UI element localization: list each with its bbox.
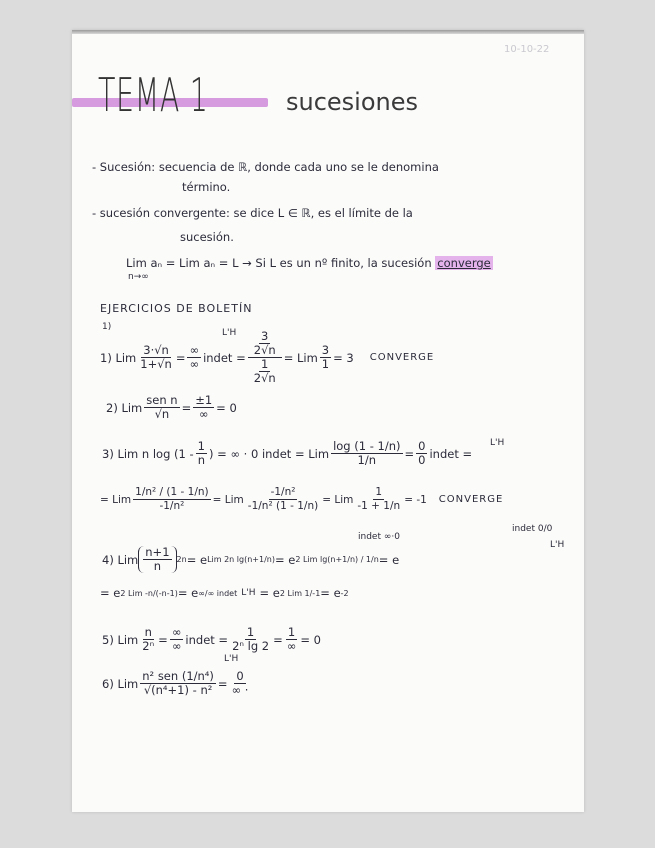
ex5-d: = bbox=[273, 632, 283, 647]
ex3-f2-den: 1/n bbox=[357, 453, 377, 467]
ex1-numerator: 3·√n bbox=[143, 343, 169, 357]
ex4-h: = e bbox=[259, 586, 280, 600]
ex3-c: = bbox=[404, 446, 415, 461]
ex5-f1-den: 2ⁿ bbox=[142, 639, 155, 653]
ex5-c: indet = bbox=[185, 632, 229, 647]
ex3-a: 3) Lim n log (1 - bbox=[102, 446, 194, 461]
ex3-f4-den: -1/n² bbox=[159, 500, 185, 512]
ex6-f2-num: 0 bbox=[236, 669, 244, 683]
ex3-f2-num: log (1 - 1/n) bbox=[333, 439, 401, 453]
ex5-f2-num: ∞ bbox=[171, 625, 182, 639]
ex5-lhopital: L'H bbox=[224, 654, 239, 664]
ex4-f1-num: n+1 bbox=[145, 545, 170, 559]
ex1-denominator: 1+√n bbox=[140, 357, 172, 371]
ex4-c-exp: 2 Lim lg(n+1/n) / 1/n bbox=[295, 555, 379, 564]
ex4-d: = e bbox=[378, 552, 400, 567]
ex4-b-exp: Lim 2n lg(n+1/n) bbox=[207, 555, 275, 564]
exercise-3-line-2 bbox=[100, 486, 503, 513]
exercise-4-line-1 bbox=[102, 546, 399, 573]
ex2-f2-den: ∞ bbox=[198, 407, 209, 421]
ex2-numerator: sen n bbox=[146, 393, 178, 407]
ex2-denominator: √n bbox=[154, 407, 170, 421]
ex4-paren bbox=[138, 546, 176, 573]
ex4-h-exp: 2 Lim 1/-1 bbox=[279, 588, 321, 598]
ex3-d: indet = bbox=[429, 446, 473, 461]
exercise-2 bbox=[106, 394, 237, 421]
ex3-b: ) = ∞ · 0 indet = Lim bbox=[209, 446, 330, 461]
ex4-f1-den: n bbox=[153, 559, 162, 573]
ex5-f3-den: 2ⁿ lg 2 bbox=[232, 639, 270, 653]
ex1-mid: = Lim bbox=[283, 350, 318, 365]
ex1-inf-num: ∞ bbox=[189, 343, 200, 357]
exercise-6 bbox=[102, 670, 252, 697]
exercise-3-line-1 bbox=[102, 440, 472, 467]
limit-definition bbox=[126, 256, 493, 270]
notebook-page bbox=[72, 30, 584, 812]
page-title: TEMA 1 bbox=[98, 68, 209, 122]
ex4-i: = e bbox=[320, 586, 341, 600]
ex3-f3-den: 0 bbox=[418, 453, 426, 467]
ex1-lh-frac-num bbox=[248, 330, 282, 358]
ex3-f5-den: -1/n² (1 - 1/n) bbox=[247, 500, 319, 512]
ex5-e: = 0 bbox=[300, 632, 321, 647]
ex4-exp: 2n bbox=[176, 555, 187, 564]
ex1-f3-num: 1 bbox=[261, 357, 269, 371]
ex3-f3-num: 0 bbox=[418, 439, 426, 453]
ex2-label: 2) Lim bbox=[106, 400, 143, 415]
ex3-converge: CONVERGE bbox=[438, 494, 504, 505]
ex4-e: = e bbox=[100, 586, 121, 600]
ex1-inf-den: ∞ bbox=[189, 357, 200, 371]
ex4-g: L'H bbox=[241, 588, 256, 598]
ex3-f1-den: n bbox=[197, 453, 205, 467]
definition-sucesion: - Sucesión: secuencia de ℝ, donde cada uno se le denomina bbox=[92, 160, 439, 174]
ex3-f6-den: -1 + 1/n bbox=[357, 500, 401, 512]
ex6-f2-den: ∞ · bbox=[231, 683, 249, 697]
ex4-f: = e bbox=[177, 586, 199, 600]
ex5-f4-num: 1 bbox=[287, 625, 296, 639]
ex4-indet-2: indet 0/0 bbox=[512, 524, 553, 534]
ex3-f4-num: 1/n² / (1 - 1/n) bbox=[135, 486, 209, 498]
date: 10-10-22 bbox=[504, 44, 550, 55]
ex3-h: = -1 bbox=[404, 493, 427, 506]
ex2-f2-num: ±1 bbox=[195, 393, 213, 407]
ex1-f4-den: 1 bbox=[321, 357, 330, 371]
ex1-eq: = bbox=[175, 350, 186, 365]
exercise-1 bbox=[100, 330, 434, 385]
ex5-f3-num: 1 bbox=[246, 625, 255, 639]
ex4-c: = e bbox=[274, 552, 296, 567]
ex4-lhopital: L'H bbox=[550, 540, 565, 550]
section-heading: EJERCICIOS DE BOLETÍN bbox=[100, 302, 253, 315]
ex6-b: = bbox=[217, 676, 228, 691]
limit-subscript: n→∞ bbox=[128, 272, 149, 282]
ex3-f: = Lim bbox=[212, 493, 244, 506]
ex5-b: = bbox=[158, 632, 168, 647]
ex3-f6-num: 1 bbox=[375, 486, 383, 498]
ex3-f5-num: -1/n² bbox=[270, 486, 296, 498]
ex6-f1-num: n² sen (1/n⁴) bbox=[142, 669, 214, 683]
ex4-e-exp: 2 Lim -n/(-n-1) bbox=[120, 588, 178, 598]
ex1-lhopital: L'H bbox=[222, 328, 237, 338]
definition-convergente: - sucesión convergente: se dice L ∈ ℝ, es el límite de la bbox=[92, 206, 413, 220]
ex1-f3-den: 2√n bbox=[253, 371, 276, 385]
ex4-i-exp: -2 bbox=[340, 588, 349, 598]
ex1-f2-den: 2√n bbox=[253, 343, 276, 357]
ex1-mark: 1) bbox=[102, 322, 112, 332]
converge-highlight: converge bbox=[437, 256, 491, 270]
definition-convergente-cont: sucesión. bbox=[180, 230, 234, 244]
limit-text: Lim aₙ = Lim aₙ = L → Si L es un nº finito, la sucesión bbox=[126, 256, 432, 270]
ex1-indet: indet = bbox=[203, 350, 246, 365]
ex1-converge: CONVERGE bbox=[369, 352, 435, 363]
ex2-result: = 0 bbox=[216, 400, 237, 415]
ex5-f2-den: ∞ bbox=[171, 639, 182, 653]
ex5-f1-num: n bbox=[144, 625, 152, 639]
exercise-5 bbox=[102, 626, 321, 653]
page-top-edge bbox=[72, 30, 584, 34]
ex3-g: = Lim bbox=[322, 493, 354, 506]
ex4-f-exp: ∞/∞ indet bbox=[198, 588, 238, 598]
ex4-indet-1: indet ∞·0 bbox=[358, 532, 400, 542]
ex6-a: 6) Lim bbox=[102, 676, 139, 691]
ex5-a: 5) Lim bbox=[102, 632, 139, 647]
exercise-4-line-2 bbox=[100, 586, 349, 600]
ex1-f4-num: 3 bbox=[321, 343, 330, 357]
ex1-result: = 3 bbox=[333, 350, 354, 365]
ex3-lhopital: L'H bbox=[490, 438, 505, 448]
ex1-label: 1) Lim bbox=[100, 350, 137, 365]
ex4-b: = e bbox=[186, 552, 208, 567]
ex1-lh-frac-den bbox=[248, 358, 282, 385]
ex4-a: 4) Lim bbox=[102, 552, 139, 567]
ex3-f1-num: 1 bbox=[197, 439, 205, 453]
ex1-f2-num: 3 bbox=[261, 329, 269, 343]
page-subtitle: sucesiones bbox=[286, 88, 419, 116]
ex2-eq: = bbox=[181, 400, 192, 415]
definition-sucesion-cont: término. bbox=[182, 180, 231, 194]
ex5-f4-den: ∞ bbox=[286, 639, 297, 653]
ex3-e: = Lim bbox=[100, 493, 132, 506]
ex6-f1-den: √(n⁴+1) - n² bbox=[143, 683, 213, 697]
